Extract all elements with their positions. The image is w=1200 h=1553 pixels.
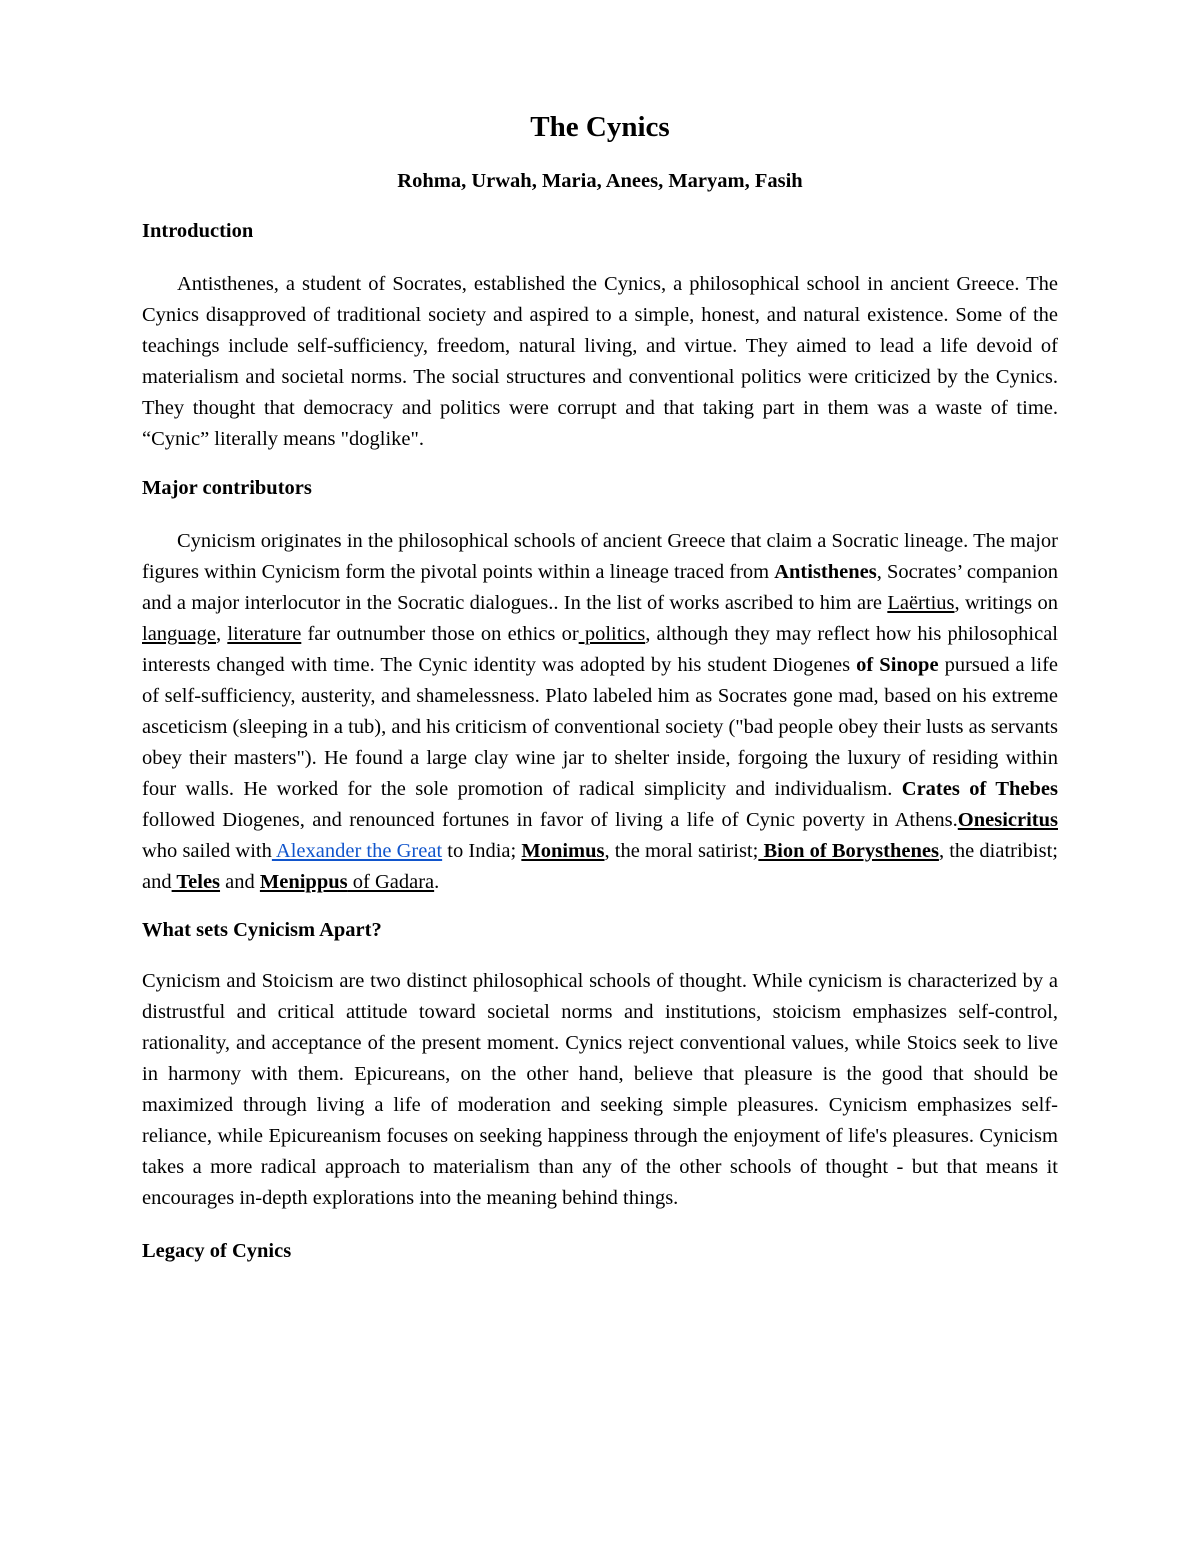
link-onesicritus[interactable]: Onesicritus: [957, 809, 1058, 831]
document-authors: Rohma, Urwah, Maria, Anees, Maryam, Fasih: [397, 170, 803, 192]
name-crates-of-thebes: Crates of Thebes: [901, 778, 1058, 800]
paragraph-major-contributors: [142, 526, 1058, 898]
link-alexander-the-great[interactable]: Alexander the Great: [271, 840, 443, 862]
link-bion-of-borysthenes[interactable]: Bion of Borysthenes: [758, 840, 939, 862]
link-teles[interactable]: Teles: [171, 871, 221, 893]
text-run: pursued a life of self-sufficiency, austerity, and shamelessness. Plato labeled him as Socrates gone mad, based on his extreme asceticism (sleeping in a tub), and his criticism of conventional society ("bad people obey their lusts as servants obey their masters"). He found a large clay wine jar to shelter inside, forgoing the luxury of residing within four walls. He worked for the sole promotion of radical simplicity and individualism.: [142, 654, 1059, 800]
text-run: , writings on: [954, 592, 1058, 614]
text-run: followed Diogenes, and renounced fortunes in favor of living a life of Cynic poverty in Athens.: [142, 809, 958, 831]
text-run: far outnumber those on ethics or: [301, 623, 579, 645]
link-menippus[interactable]: Menippus: [259, 871, 348, 893]
document-title: The Cynics: [530, 111, 670, 143]
heading-major-contributors: Major contributors: [142, 477, 312, 499]
paragraph-what-sets-cynicism-apart: Cynicism and Stoicism are two distinct philosophical schools of thought. While cynicism is characterized by a distrustful and critical attitude toward societal norms and institutions, stoicism emphasizes self-control, rationality, and acceptance of the present moment. Cynics reject conventional values, while Stoics seek to live in harmony with them. Epicureans, on the other hand, believe that pleasure is the good that should be maximized through living a life of moderation and seeking simple pleasures. Cynicism emphasizes self-reliance, while Epicureanism focuses on seeking happiness through the enjoyment of life's pleasures. Cynicism takes a more radical approach to materialism than any of the other schools of thought - but that means it encourages in-depth explorations into the meaning behind things.: [142, 970, 1058, 1209]
link-politics[interactable]: politics: [578, 623, 646, 645]
link-of-gadara[interactable]: of Gadara: [347, 871, 435, 893]
link-literature[interactable]: literature: [227, 623, 302, 645]
text-run: Cynicism originates in the philosophical schools of ancient Greece that claim a Socratic lineage. The major figures within Cynicism form the pivotal points within a lineage traced from: [142, 530, 1058, 583]
text-run: who sailed with: [142, 840, 272, 862]
name-of-sinope: of Sinope: [856, 654, 939, 676]
name-antisthenes: Antisthenes: [774, 561, 877, 583]
text-run: , the diatribist; and: [142, 840, 1058, 893]
link-laertius[interactable]: Laërtius: [887, 592, 955, 614]
heading-what-sets-cynicism-apart: What sets Cynicism Apart?: [142, 919, 382, 941]
paragraph-introduction: Antisthenes, a student of Socrates, established the Cynics, a philosophical school in ancient Greece. The Cynics disapproved of traditional society and aspired to a simple, honest, and natural existence. Some of the teachings include self-sufficiency, freedom, natural living, and virtue. They aimed to lead a life devoid of materialism and societal norms. The social structures and conventional politics were criticized by the Cynics. They thought that democracy and politics were corrupt and that taking part in them was a waste of time. “Cynic” literally means "doglike".: [142, 273, 1058, 450]
text-run: .: [434, 871, 440, 893]
text-run: to India;: [442, 840, 522, 862]
text-run: , Socrates’ companion and a major interlocutor in the Socratic dialogues.. In the list of works ascribed to him are: [142, 561, 1058, 614]
heading-introduction: Introduction: [142, 220, 254, 242]
text-run: , the moral satirist;: [604, 840, 759, 862]
text-run: , although they may reflect how his philosophical interests changed with time. The Cynic identity was adopted by his student Diogenes: [142, 623, 1058, 676]
text-run: and: [220, 871, 260, 893]
document-page: [142, 100, 1058, 1264]
link-language[interactable]: language: [142, 623, 216, 645]
heading-legacy-of-cynics: Legacy of Cynics: [142, 1240, 292, 1262]
text-run: ,: [216, 623, 228, 645]
link-monimus[interactable]: Monimus: [521, 840, 605, 862]
